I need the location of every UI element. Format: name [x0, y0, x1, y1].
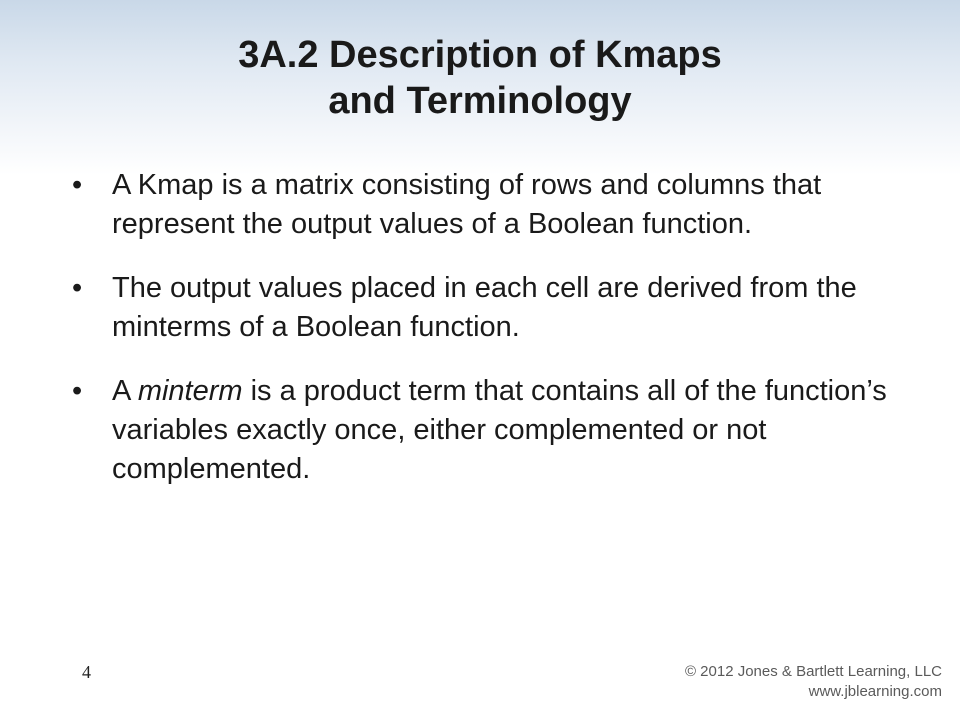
copyright-notice — [685, 662, 942, 702]
bullet-icon: • — [72, 169, 83, 201]
publisher-url: www.jblearning.com — [808, 683, 942, 700]
bullet-icon: • — [72, 272, 83, 304]
copyright-line: © 2012 Jones & Bartlett Learning, LLC — [684, 663, 942, 680]
bullet-text-2: The output values placed in each cell are derived from the minterms of a Boolean function. — [112, 272, 857, 343]
slide-title — [0, 32, 960, 124]
bullet-list — [72, 166, 892, 514]
bullet-item-2 — [72, 269, 892, 347]
bullet-icon: • — [72, 375, 83, 407]
bullet-item-1 — [72, 166, 892, 244]
slide-title-line-2: and Terminology — [328, 80, 632, 122]
bullet-text-3-prefix: A — [112, 375, 138, 407]
minterm-emphasis: minterm — [137, 375, 243, 407]
bullet-text-3 — [112, 375, 887, 485]
bullet-text-1: A Kmap is a matrix consisting of rows and columns that represent the output values of a Boolean function. — [112, 169, 822, 240]
bullet-item-3 — [72, 372, 892, 489]
page-number: 4 — [82, 662, 91, 682]
bullet-text-3-suffix: is a product term that contains all of the function’s variables exactly once, either complemented or not complemented. — [112, 375, 887, 485]
slide-title-line-1: 3A.2 Description of Kmaps — [238, 34, 722, 76]
